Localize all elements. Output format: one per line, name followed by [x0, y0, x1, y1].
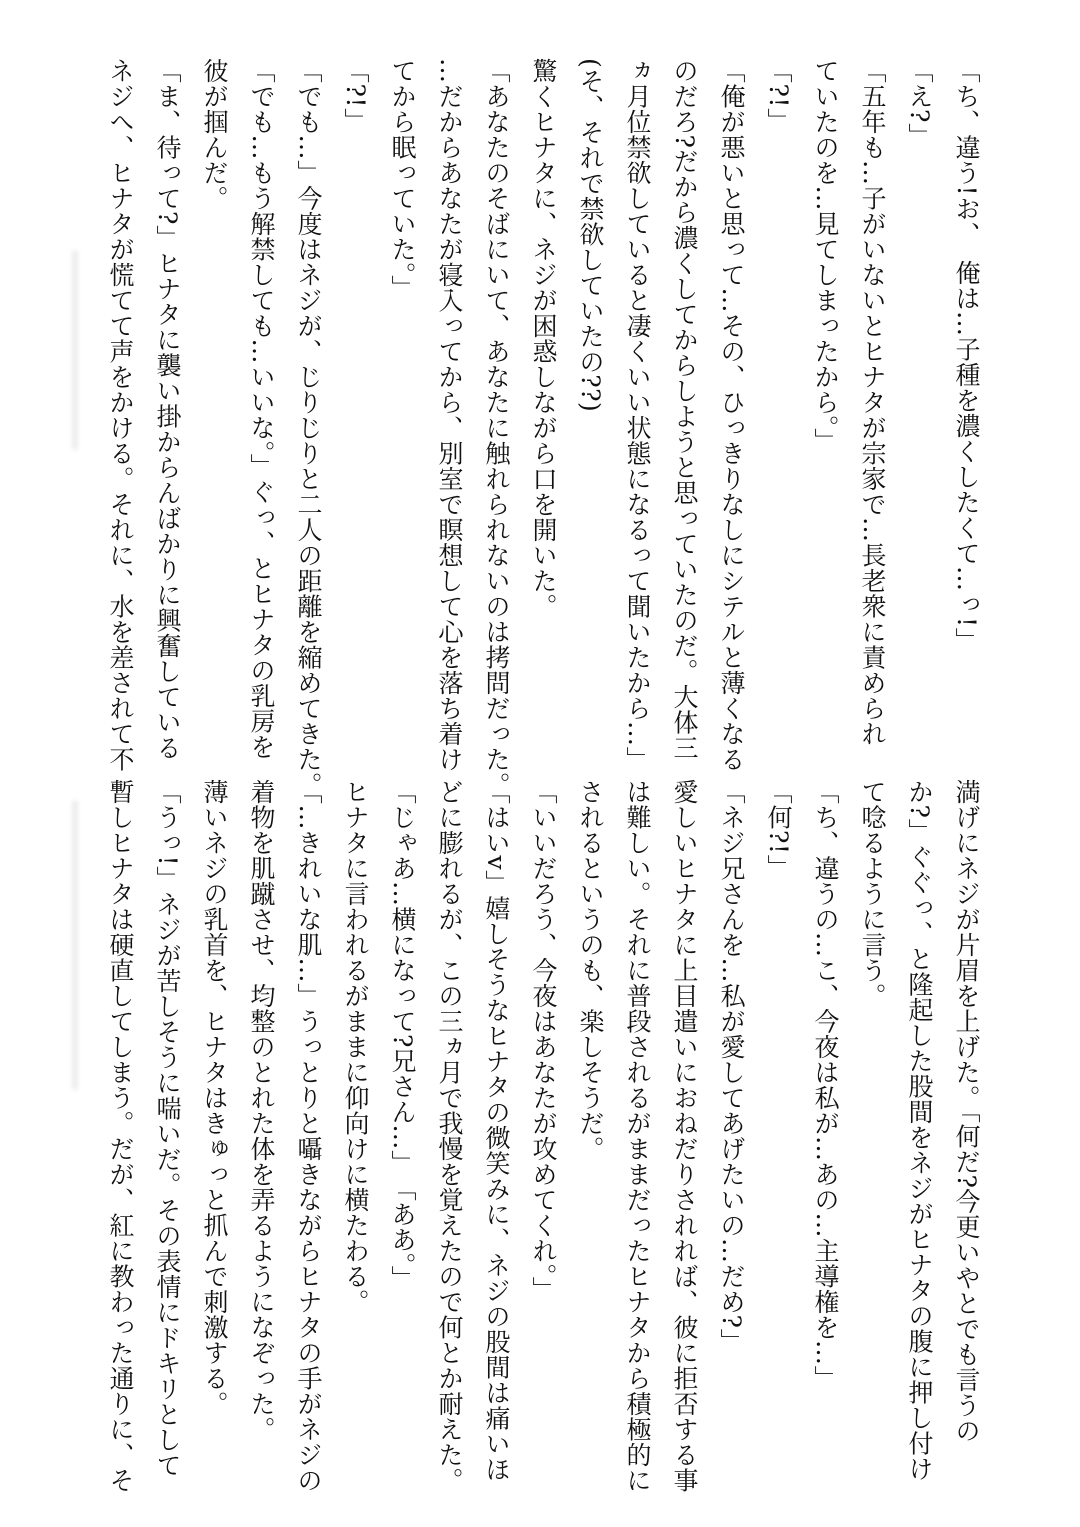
- text-column: どに膨れるが、この三ヵ月で我慢を覚えたので何とか耐えた。: [435, 779, 464, 1493]
- text-column: 「?!」: [764, 58, 793, 134]
- text-column: 「?!」: [341, 58, 370, 134]
- bottom-text-block: [97, 779, 990, 1494]
- text-column: 「じゃあ…横になって?兄さん…」 「ああ。」: [388, 779, 417, 1291]
- text-column: 「あなたのそばにいて、あなたに触れられないのは拷問だった。: [482, 58, 511, 798]
- text-column: ヒナタに言われるがままに仰向けに横たわる。: [341, 779, 370, 1315]
- text-column: 「…きれいな肌…」うっとりと囁きながらヒナタの手がネジの: [294, 779, 323, 1493]
- text-column: 「何?!」: [764, 779, 793, 880]
- text-column: ていたのを…見てしまったから。」: [811, 58, 840, 454]
- text-column: 「え?」: [905, 58, 934, 149]
- text-column: されるというのも、楽しそうだ。: [576, 779, 605, 1162]
- text-column: は難しい。それに普段されるがままだったヒナタから積極的に: [623, 779, 652, 1493]
- text-column: 彼が掴んだ。: [200, 58, 229, 211]
- text-column: ヵ月位禁欲していると凄くいい状態になるって聞いたから…」: [623, 58, 652, 772]
- text-column: 「ネジ兄さんを…私が愛してあげたいの…だめ?」: [717, 779, 746, 1354]
- text-column: てから眠っていた。」: [388, 58, 417, 301]
- text-column: 「ま、待って?」ヒナタに襲い掛からんばかりに興奮している: [153, 58, 182, 761]
- text-column: 「うっ!」ネジが苦しそうに喘いだ。その表情にドキリとして: [153, 779, 182, 1479]
- text-column: 「はいv」嬉しそうなヒナタの微笑みに、ネジの股間は痛いほ: [482, 779, 511, 1483]
- text-column: 薄いネジの乳首を、ヒナタはきゅっと抓んで刺激する。: [200, 779, 229, 1417]
- top-text-block: [97, 58, 990, 798]
- text-column: 「俺が悪いと思って…その、ひっきりなしにシテルと薄くなる: [717, 58, 746, 772]
- text-column: て唸るように言う。: [858, 779, 887, 1009]
- text-column: (そ、それで禁欲していたの??): [576, 58, 605, 413]
- text-column: か?」ぐぐっ、と隆起した股間をネジがヒナタの腹に押し付け: [905, 779, 934, 1482]
- text-column: 愛しいヒナタに上目遣いにおねだりされれば、彼に拒否する事: [670, 779, 699, 1493]
- text-column: 「でも…」今度はネジが、じりじりと二人の距離を縮めてきた。: [294, 58, 323, 798]
- text-column: 「でも…もう解禁しても…いいな。」ぐっ、とヒナタの乳房を: [247, 58, 276, 760]
- text-column: 着物を肌蹴させ、均整のとれた体を弄るようになぞった。: [247, 779, 276, 1442]
- text-column: 「五年も…子がいないとヒナタが宗家で…長老衆に責められ: [858, 58, 887, 747]
- text-column: 驚くヒナタに、ネジが困惑しながら口を開いた。: [529, 58, 558, 619]
- text-column: 暫しヒナタは硬直してしまう。だが、紅に教わった通りに、そ: [106, 779, 135, 1493]
- text-column: …だからあなたが寝入ってから、別室で瞑想して心を落ち着け: [435, 58, 464, 772]
- text-column: 「ち、違う!お、 俺は…子種を濃くしたくて…っ!」: [952, 58, 981, 654]
- text-column: ネジへ、ヒナタが慌てて声をかける。それに、水を差されて不: [106, 58, 135, 772]
- text-column: 「ち、違うの…こ、今夜は私が…あの…主導権を…」: [811, 779, 840, 1391]
- text-column: のだろ?だから濃くしてからしようと思っていたのだ。大体三: [670, 58, 699, 761]
- page-edge-bleed-artifact: [72, 800, 78, 1090]
- text-column: 「いいだろう、今夜はあなたが攻めてくれ。」: [529, 779, 558, 1302]
- page-edge-bleed-artifact: [72, 250, 78, 450]
- text-column: 満げにネジが片眉を上げた。「何だ?今更いやとでも言うの: [952, 779, 981, 1444]
